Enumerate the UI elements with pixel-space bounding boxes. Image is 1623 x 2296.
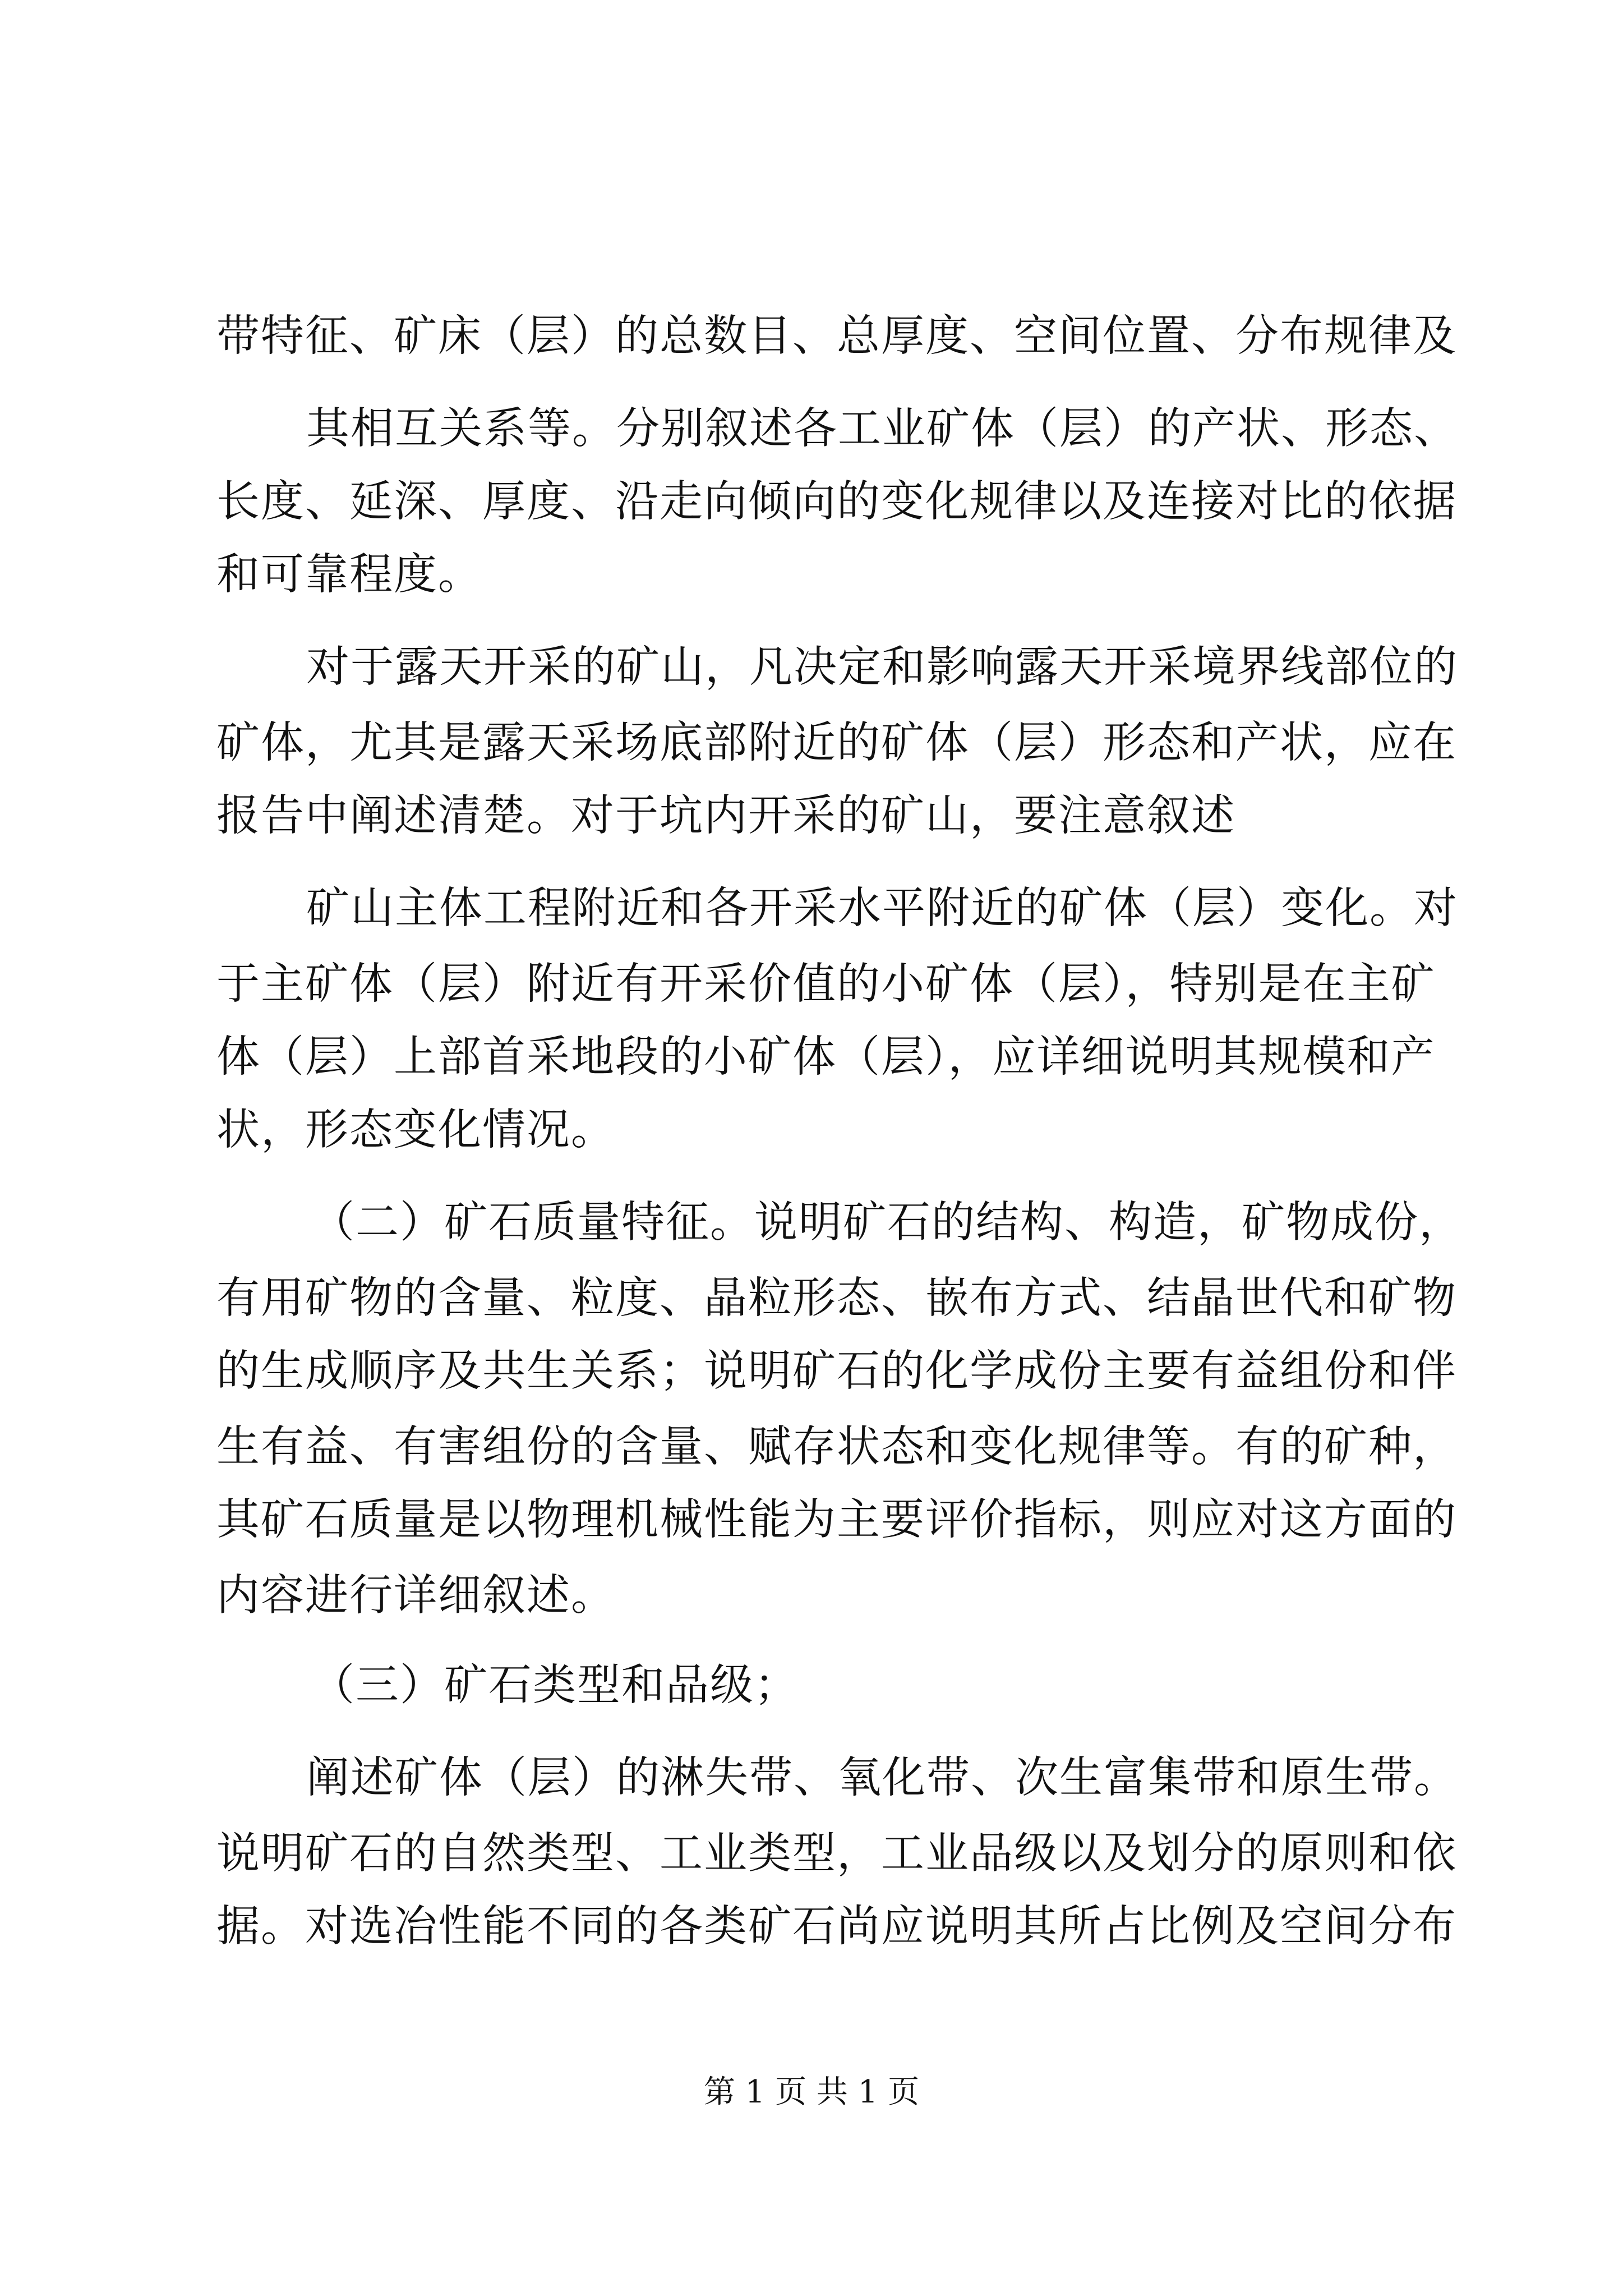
body-text-line: 其矿石质量是以物理机械性能为主要评价指标，则应对这方面的 — [216, 1495, 1457, 1545]
body-text-line: 带特征、矿床（层）的总数目、总厚度、空间位置、分布规律及 — [216, 311, 1457, 361]
body-text-line: 的生成顺序及共生关系；说明矿石的化学成份主要有益组份和伴 — [216, 1346, 1457, 1396]
body-text-line: 矿山主体工程附近和各开采水平附近的矿体（层）变化。对 — [306, 884, 1458, 933]
section-heading-line: （二）矿石质量特征。说明矿石的结构、构造，矿物成份， — [311, 1198, 1463, 1248]
body-text-line: 生有益、有害组份的含量、赋存状态和变化规律等。有的矿种， — [216, 1422, 1457, 1472]
body-text-line: 于主矿体（层）附近有开采价值的小矿体（层），特别是在主矿 — [216, 959, 1436, 1009]
page-number-footer: 第 1 页 共 1 页 — [703, 2074, 920, 2110]
body-text-line: 和可靠程度。 — [216, 550, 482, 600]
body-text-line: 其相互关系等。分别叙述各工业矿体（层）的产状、形态、 — [306, 404, 1458, 454]
body-text-line: 长度、延深、厚度、沿走向倾向的变化规律以及连接对比的依据 — [216, 477, 1457, 527]
body-text-line: 据。对选冶性能不同的各类矿石尚应说明其所占比例及空间分布 — [216, 1902, 1457, 1952]
body-text-line: 有用矿物的含量、粒度、晶粒形态、嵌布方式、结晶世代和矿物 — [216, 1273, 1457, 1323]
body-text-line: 说明矿石的自然类型、工业类型，工业品级以及划分的原则和依 — [216, 1829, 1457, 1879]
body-text-line: 矿体，尤其是露天采场底部附近的矿体（层）形态和产状，应在 — [216, 718, 1457, 768]
body-text-line: 报告中阐述清楚。对于坑内开采的矿山，要注意叙述 — [216, 791, 1235, 841]
body-text-line: 阐述矿体（层）的淋失带、氧化带、次生富集带和原生带。 — [306, 1753, 1458, 1803]
body-text-line: 状，形态变化情况。 — [216, 1105, 615, 1155]
section-heading-line: （三）矿石类型和品级； — [311, 1660, 799, 1710]
body-text-line: 内容进行详细叙述。 — [216, 1571, 615, 1621]
body-text-line: 体（层）上部首采地段的小矿体（层），应详细说明其规模和产 — [216, 1032, 1436, 1082]
body-text-line: 对于露天开采的矿山，凡决定和影响露天开采境界线部位的 — [306, 642, 1458, 692]
